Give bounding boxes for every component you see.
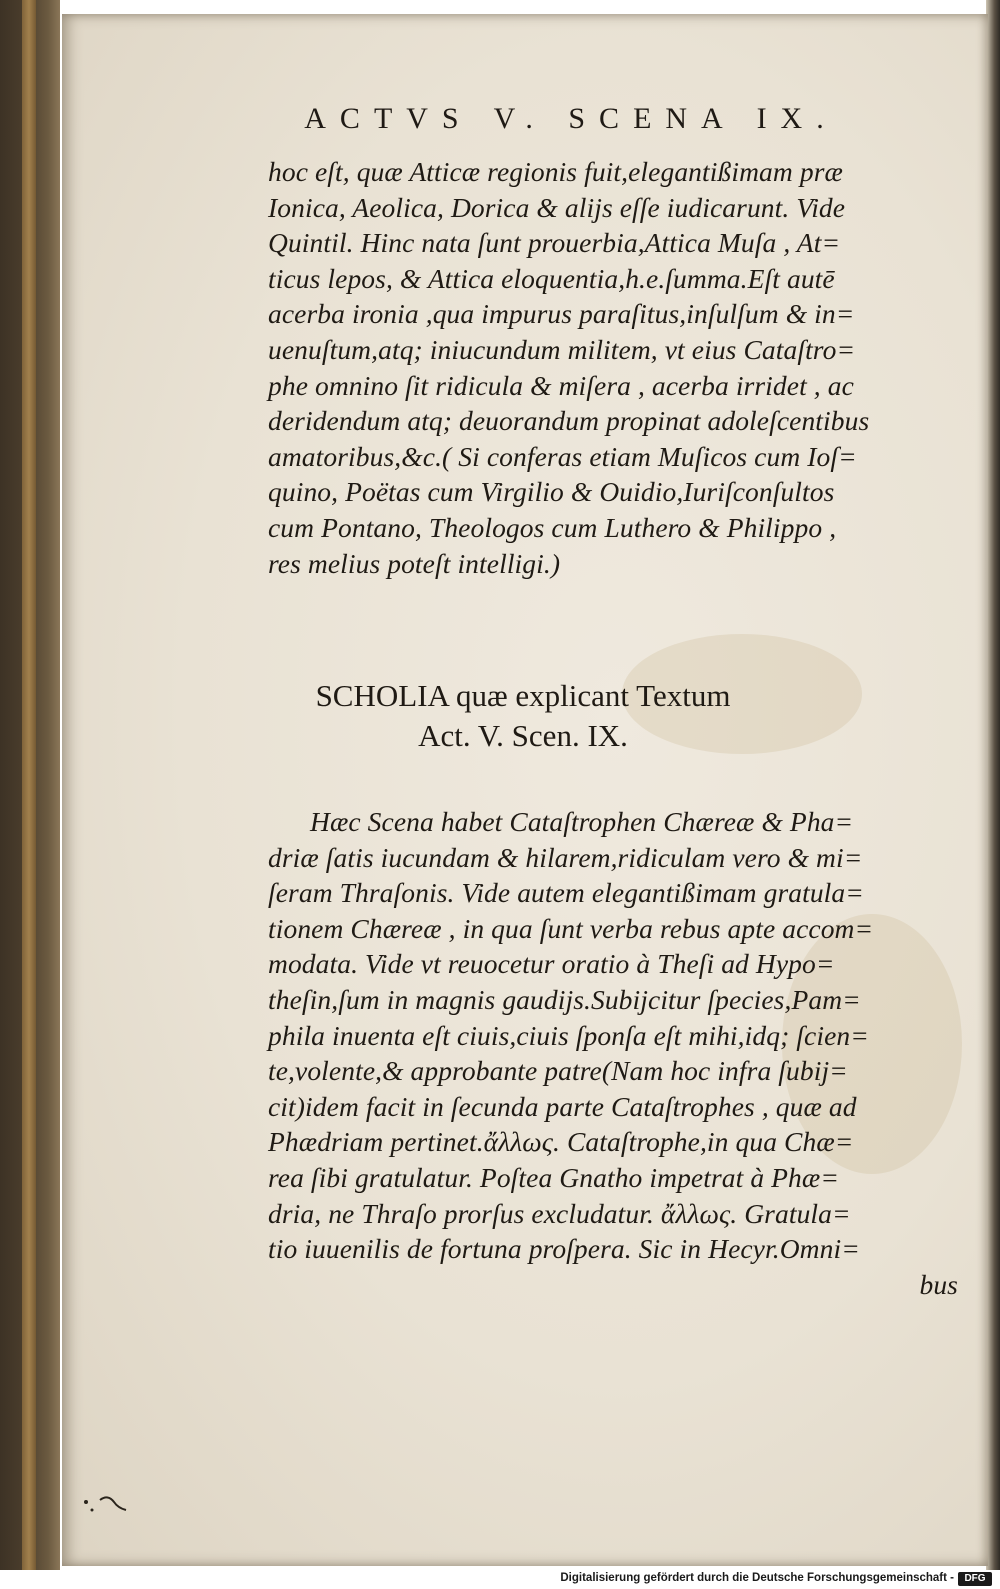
text-line: phe omnino ſit ridicula & miſera , acerba irridet , ac: [268, 369, 854, 401]
text-line: quino, Poëtas cum Virgilio & Ouidio,Iuriſconſultos: [268, 476, 835, 508]
text-line: res melius poteſt intelligi.): [268, 547, 561, 579]
paragraph-1: [268, 154, 958, 581]
book-binding-left: [0, 0, 60, 1570]
text-line: tio iuuenilis de fortuna proſpera. Sic in Hecyr.Omni=: [268, 1233, 860, 1265]
text-line: dria, ne Thraſo prorſus excludatur. ἄλλως. Gratula=: [268, 1197, 851, 1229]
text-line: theſin,ſum in magnis gaudiјs.Subiјcitur ſpecies,Pam=: [268, 983, 861, 1015]
catchword: bus: [919, 1268, 958, 1300]
text-line: Hæc Scena habet Cataſtrophen Chæreæ & Pha=: [310, 806, 854, 837]
text-line: cum Pontano, Theologos cum Luthero & Philippo ,: [268, 511, 837, 543]
ink-mark-icon: [80, 1488, 140, 1518]
text-line: hoc eſt, quæ Atticæ regionis fuit,elegantißimam præ: [268, 156, 843, 187]
text-line: Quintil. Hinc nata ſunt prouerbia,Attica Muſa , At=: [268, 227, 841, 259]
text-line: acerba ironia ,qua impurus paraſitus,inſulſum & in=: [268, 298, 855, 330]
text-line: ticus lepos, & Attica eloquentia,h.e.ſumma.Eſt autē: [268, 262, 835, 294]
text-line: ſeram Thraſonis. Vide autem elegantißimam gratula=: [268, 877, 864, 909]
text-line: amatoribus,&c.( Si conferas etiam Muſicos cum Ioſ=: [268, 440, 857, 472]
running-head: ACTVS V. SCENA IX.: [304, 102, 838, 135]
text-line: driæ ſatis iucundam & hilarem,ridiculam vero & mi=: [268, 841, 863, 873]
paragraph-2: [268, 804, 958, 1302]
text-line: Ionica, Aeolica, Dorica & aliјs eſſe iudicarunt. Vide: [268, 191, 846, 223]
text-line: te,volente,& approbante patre(Nam hoc infra ſubiј=: [268, 1055, 848, 1087]
text-line: cit)idem facit in ſecunda parte Cataſtrophes , quæ ad: [268, 1090, 857, 1122]
binding-strip: [22, 0, 36, 1570]
section-subheading: Act. V. Scen. IX.: [418, 718, 628, 753]
text-line: uenuſtum,atq; iniucundum militem, vt eius Cataſtro=: [268, 333, 856, 365]
text-line: rea ſibi gratulatur. Poſtea Gnatho impetrat à Phæ=: [268, 1161, 840, 1193]
text-line: Phædriam pertinet.ἄλλως. Cataſtrophe,in qua Chæ=: [268, 1126, 854, 1158]
book-edge-right: [986, 0, 1000, 1570]
text-line: modata. Vide vt reuocetur oratio à Theſi ad Hypo=: [268, 948, 835, 980]
text-line: deridendum atq; deuorandum propinat adoleſcentibus: [268, 405, 870, 437]
dfg-logo: DFG: [958, 1572, 992, 1586]
section-heading: SCHOLIA quæ explicant Textum: [315, 678, 731, 713]
text-line: tionem Chæreæ , in qua ſunt verba rebus apte accom=: [268, 912, 874, 944]
text-line: phila inuenta eſt ciuis,ciuis ſponſa eſt mihi,idq; ſcien=: [268, 1019, 869, 1051]
footer-bar: [0, 1570, 1000, 1589]
digitization-credit: Digitalisierung gefördert durch die Deutsche Forschungsgemeinschaft -: [560, 1572, 954, 1584]
